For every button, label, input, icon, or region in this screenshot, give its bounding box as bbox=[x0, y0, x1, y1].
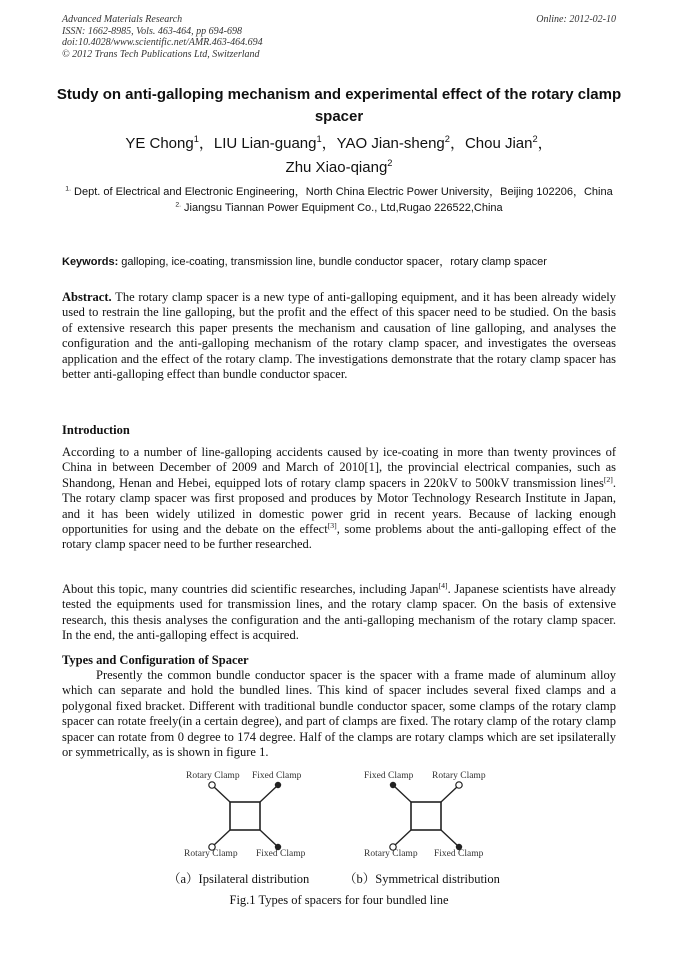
author-affil-mark: 2 bbox=[387, 158, 393, 168]
types-paragraph bbox=[62, 668, 616, 760]
introduction-paragraph-2 bbox=[62, 582, 616, 644]
spacer-diagram-ipsilateral bbox=[184, 771, 306, 859]
spacer-frame bbox=[411, 802, 441, 830]
affiliation-2 bbox=[62, 200, 616, 216]
online-date: Online: 2012-02-10 bbox=[536, 14, 616, 25]
doi-line: doi:10.4028/www.scientific.net/AMR.463-464.694 bbox=[62, 37, 263, 48]
author-affil-mark: 1 bbox=[316, 134, 322, 144]
copyright-line: © 2012 Trans Tech Publications Ltd, Switzerland bbox=[62, 48, 260, 60]
author-list bbox=[52, 132, 626, 180]
introduction-paragraph-1 bbox=[62, 445, 616, 553]
abstract-label: Abstract. bbox=[62, 290, 112, 304]
clamp-label: Fixed Clamp bbox=[256, 849, 306, 859]
paragraph-text: About this topic, many countries did scientific researches, including Japan bbox=[62, 582, 439, 596]
author-affil-mark: 2 bbox=[532, 134, 538, 144]
spacer-arm bbox=[213, 786, 230, 802]
affiliations bbox=[62, 184, 616, 216]
author-name: ，LIU Lian-guang bbox=[198, 135, 317, 152]
abstract bbox=[62, 290, 616, 382]
spacer-arm bbox=[394, 786, 411, 802]
paragraph-text: , some problems about the anti-galloping effect of the rotary clamp spacer need to be further researched. bbox=[62, 522, 616, 552]
paragraph-text: . Japanese scientists have already tested the equipments used for transmission lines, and the rotary clamp spacer. On the basis of extensive research, this thesis analyses the configuration and the anti-galloping mechanism of the rotary clamp spacer. In the end, the anti-galloping effect is acquired. bbox=[62, 582, 616, 643]
author-name: YE Chong bbox=[125, 135, 194, 152]
keywords bbox=[62, 255, 622, 270]
clamp-label: Fixed Clamp bbox=[434, 849, 484, 859]
author-name: ，YAO Jian-sheng bbox=[321, 135, 445, 152]
affiliation-mark: 1. bbox=[65, 185, 71, 193]
spacer-arm bbox=[441, 786, 458, 802]
spacer-arm bbox=[260, 830, 277, 846]
subcaption-b: （b）Symmetrical distribution bbox=[344, 872, 500, 886]
spacer-arm bbox=[213, 830, 230, 846]
subcaption-a: （a）Ipsilateral distribution bbox=[168, 872, 310, 886]
issn-line: ISSN: 1662-8985, Vols. 463-464, pp 694-698 bbox=[62, 25, 242, 37]
clamp-label: Rotary Clamp bbox=[364, 849, 418, 859]
affiliation-mark: 2. bbox=[175, 201, 181, 209]
paragraph-text: . The rotary clamp spacer was first proposed and produces by Motor Technology Research Institute in Japan, and it has been widely utilized in domestic power grid in recent years. Because of lacking enough opportunities for using and the debate on the effect bbox=[62, 475, 616, 537]
spacer-figure bbox=[170, 762, 510, 867]
affiliation-1 bbox=[62, 184, 616, 200]
spacer-diagram-symmetrical bbox=[364, 771, 486, 859]
paragraph-text: According to a number of line-galloping accidents caused by ice-coating in more than twenty provinces of China in between December of 2009 and March of 2010[1], the provincial electrical companies, such as Shandong, Henan and Hebei, equipped lots of rotary clamp spacers in 220kV to 500kV transmission lines bbox=[62, 445, 616, 490]
spacer-arm bbox=[260, 786, 277, 802]
rotary-clamp-icon bbox=[456, 782, 462, 788]
fixed-clamp-icon bbox=[390, 782, 396, 788]
rotary-clamp-icon bbox=[209, 782, 215, 788]
clamp-label: Rotary Clamp bbox=[184, 849, 238, 859]
citation-ref: [3] bbox=[327, 520, 337, 530]
spacer-frame bbox=[230, 802, 260, 830]
author-name: ，Chou Jian bbox=[449, 135, 533, 152]
clamp-label: Fixed Clamp bbox=[252, 771, 302, 781]
author-affil-mark: 2 bbox=[444, 134, 450, 144]
keywords-text: galloping, ice-coating, transmission line, bundle conductor spacer，rotary clamp spacer bbox=[118, 256, 547, 268]
paragraph-text: Presently the common bundle conductor spacer is the spacer with a frame made of aluminum alloy which can separate and hold the bundled lines. This kind of spacer includes several fixed clamps and a polygonal fixed bracket. Different with traditional bundle conductor spacer, some clamps of the rotary clamp spacer can rotate freely(in a certain degree), and part of clamps are fixed. The rotary clamp of the rotary clamp spacer can rotate from 0 degree to 174 degree. Half of the clamps are rotary clamps which are set ipsilaterally or symmetrically, as is shown in figure 1. bbox=[62, 668, 616, 760]
fixed-clamp-icon bbox=[275, 782, 281, 788]
abstract-text: The rotary clamp spacer is a new type of anti-galloping equipment, and it has been already widely used to restrain the line galloping, but the profit and the effect of this spacer need to be studied. On the basis of extensive research this paper presents the mechanism and causation of line galloping, and analyses the configuration and the anti-galloping mechanism of the rotary clamp spacer, and investigates the overseas application and the effect of the rotary clamp. The investigations demonstrate that the rotary clamp spacer has better anti-galloping effect than bundle conductor spacer. bbox=[62, 290, 616, 382]
clamp-label: Rotary Clamp bbox=[186, 771, 240, 781]
keywords-label: Keywords: bbox=[62, 256, 119, 268]
clamp-label: Fixed Clamp bbox=[364, 771, 414, 781]
affiliation-text: Jiangsu Tiannan Power Equipment Co., Ltd,Rugao 226522,China bbox=[181, 202, 503, 214]
citation-ref: [4] bbox=[438, 580, 448, 590]
author-name: Zhu Xiao-qiang bbox=[285, 159, 388, 176]
paper-title: Study on anti-galloping mechanism and experimental effect of the rotary clamp spacer bbox=[56, 86, 622, 125]
page-header bbox=[62, 14, 616, 60]
affiliation-text: Dept. of Electrical and Electronic Engineering，North China Electric Power University，Beijing 102206，China bbox=[70, 186, 613, 198]
clamp-label: Rotary Clamp bbox=[432, 771, 486, 781]
introduction-heading: Introduction bbox=[62, 423, 130, 437]
author-affil-mark: 1 bbox=[193, 134, 199, 144]
author-separator: ， bbox=[537, 135, 553, 152]
types-heading: Types and Configuration of Spacer bbox=[62, 653, 249, 667]
spacer-arm bbox=[394, 830, 411, 846]
figure-caption: Fig.1 Types of spacers for four bundled line bbox=[229, 893, 449, 907]
journal-name: Advanced Materials Research bbox=[62, 14, 183, 25]
citation-ref: [2] bbox=[603, 474, 613, 484]
spacer-arm bbox=[441, 830, 458, 846]
